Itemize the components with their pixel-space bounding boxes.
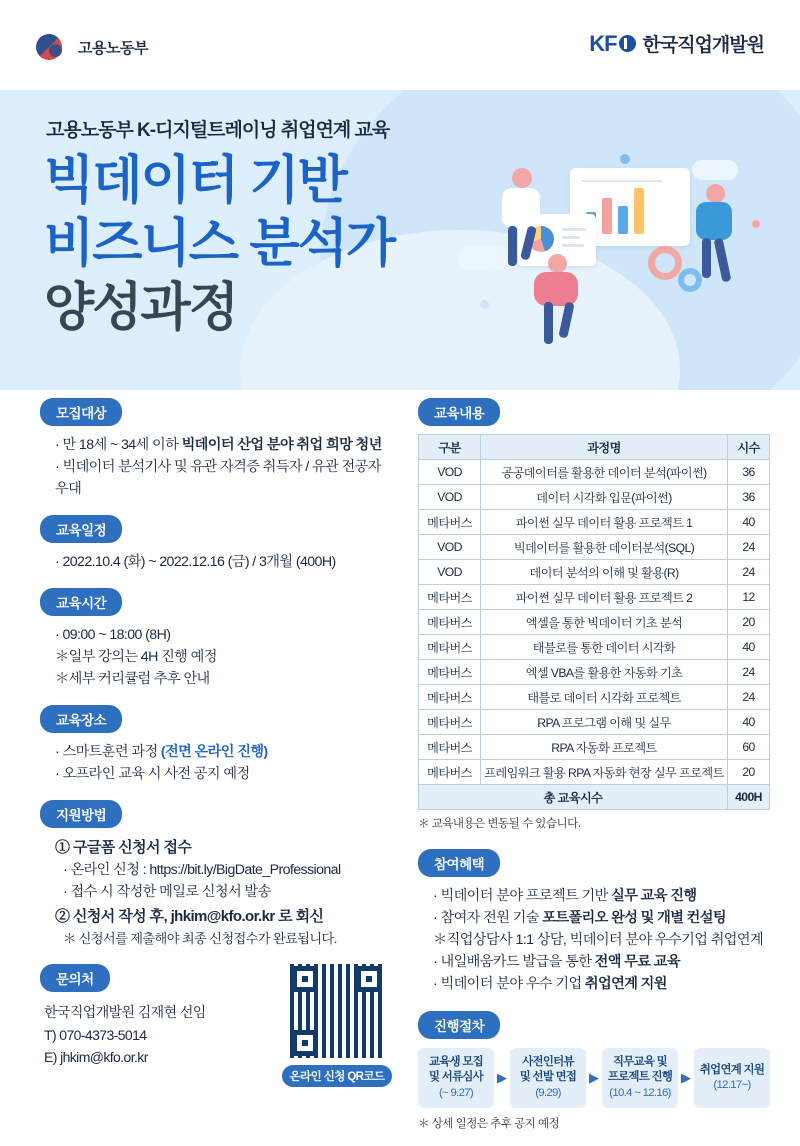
cell-hours: 20 xyxy=(728,610,770,635)
cell-name: 파이썬 실무 데이터 활용 프로젝트 2 xyxy=(481,585,728,610)
table-row xyxy=(419,685,770,710)
apply-step-2-label: ② 신청서 작성 후, jhkim@kfo.or.kr 로 회신 xyxy=(55,908,324,926)
table-row xyxy=(419,760,770,785)
section-target xyxy=(40,398,385,500)
ministry-logo xyxy=(36,30,148,64)
section-tag-target: 모집대상 xyxy=(40,398,122,426)
list-item: · 빅데이터 분석기사 및 유관 자격증 취득자 / 유관 전공자 우대 xyxy=(55,459,381,497)
cell-name: 프레임워크 활용 RPA 자동화 현장 실무 프로젝트 xyxy=(481,760,728,785)
section-tag-place: 교육장소 xyxy=(40,705,122,733)
process-step xyxy=(510,1048,586,1108)
cell-hours: 40 xyxy=(728,635,770,660)
process-step-title: 프로젝트 진행 xyxy=(607,1071,673,1084)
cell-type: 메타버스 xyxy=(419,760,481,785)
curriculum-table xyxy=(418,434,770,810)
table-row xyxy=(419,560,770,585)
cell-name: RPA 자동화 프로젝트 xyxy=(481,735,728,760)
process-note: ＊ 상세 일정은 추후 공지 예정 xyxy=(418,1118,560,1131)
process-steps xyxy=(418,1048,770,1108)
cell-type: 메타버스 xyxy=(419,685,481,710)
title-line-1: 빅데이터 기반 xyxy=(44,152,346,210)
hero-illustration xyxy=(452,150,782,380)
cell-name: 데이터 시각화 입문(파이썬) xyxy=(481,485,728,510)
col-header-name: 과정명 xyxy=(481,435,728,460)
cell-hours: 36 xyxy=(728,485,770,510)
section-benefits xyxy=(418,849,770,995)
cloud-icon-2 xyxy=(692,160,738,180)
cell-hours: 24 xyxy=(728,560,770,585)
cell-hours: 24 xyxy=(728,660,770,685)
decor-dot-3 xyxy=(480,300,489,309)
cell-type: 메타버스 xyxy=(419,660,481,685)
process-step-title: 및 서류심사 xyxy=(429,1071,483,1084)
list-item: · 빅데이터 분야 프로젝트 기반 실무 교육 진행 xyxy=(433,888,697,904)
apply-caution: ＊ 신청서를 제출해야 최종 신청접수가 완료됩니다. xyxy=(63,930,337,946)
cell-name: 빅데이터를 활용한 데이터분석(SQL) xyxy=(481,535,728,560)
col-header-type: 구분 xyxy=(419,435,481,460)
cell-type: VOD xyxy=(419,560,481,585)
cell-name: 엑셀을 통한 빅데이터 기초 분석 xyxy=(481,610,728,635)
section-schedule xyxy=(40,515,385,573)
arrow-right-icon: ▶ xyxy=(589,1070,599,1086)
cell-type: 메타버스 xyxy=(419,710,481,735)
process-step-title: 직무교육 및 xyxy=(613,1056,667,1068)
list-item: · 만 18세 ~ 34세 이하 빅데이터 산업 분야 취업 희망 청년 xyxy=(55,437,382,453)
title-line-2: 비즈니스 분석가 xyxy=(44,215,395,274)
cell-type: VOD xyxy=(419,460,481,485)
gear-icon xyxy=(648,246,682,280)
process-step-title: 사전인터뷰 xyxy=(522,1056,574,1068)
kfo-name: 한국직업개발원 xyxy=(642,35,764,56)
cell-name: 태블로를 통한 데이터 시각화 xyxy=(481,635,728,660)
cell-type: 메타버스 xyxy=(419,735,481,760)
apply-step-1-label: ① 구글폼 신청서 접수 xyxy=(55,839,192,856)
ministry-label: 고용노동부 xyxy=(78,39,148,57)
section-time xyxy=(40,588,385,690)
section-place xyxy=(40,705,385,785)
contact-line-3: E) jhkim@kfo.or.kr xyxy=(44,1049,148,1066)
section-tag-apply: 지원방법 xyxy=(40,800,122,828)
table-row xyxy=(419,535,770,560)
cell-hours: 20 xyxy=(728,760,770,785)
cell-type: 메타버스 xyxy=(419,585,481,610)
process-step xyxy=(602,1048,678,1108)
table-row xyxy=(419,635,770,660)
section-tag-contact: 문의처 xyxy=(40,964,110,992)
table-row xyxy=(419,735,770,760)
cell-hours: 60 xyxy=(728,735,770,760)
cell-type: 메타버스 xyxy=(419,635,481,660)
top-header xyxy=(0,0,800,90)
poster-body xyxy=(0,398,800,1131)
process-step-date: (10.4 ~ 12.16) xyxy=(609,1086,671,1099)
section-tag-curriculum: 교육내용 xyxy=(418,398,500,426)
decor-dot-2 xyxy=(752,220,760,228)
kfo-mark-icon xyxy=(589,31,635,57)
list-item: ＊세부 커리큘럼 추후 안내 xyxy=(55,671,210,687)
hero-eyebrow: 고용노동부 K-디지털트레이닝 취업연계 교육 xyxy=(46,120,390,141)
cell-type: 메타버스 xyxy=(419,510,481,535)
section-tag-process: 진행절차 xyxy=(418,1011,500,1039)
title-line-3: 양성과정 xyxy=(44,278,237,337)
kfo-logo xyxy=(589,30,764,57)
taegeuk-icon xyxy=(36,30,70,64)
cell-name: 데이터 분석의 이해 및 활용(R) xyxy=(481,560,728,585)
process-step-title: 교육생 모집 xyxy=(429,1056,483,1068)
list-item: · 접수 시 작성한 메일로 신청서 발송 xyxy=(63,884,271,901)
list-item: · 오프라인 교육 시 사전 공지 예정 xyxy=(55,766,250,782)
cell-hours: 24 xyxy=(728,535,770,560)
cell-hours: 24 xyxy=(728,685,770,710)
process-step-date: (~ 9.27) xyxy=(439,1086,473,1099)
table-row xyxy=(419,510,770,535)
total-label: 총 교육시수 xyxy=(419,785,728,810)
section-curriculum xyxy=(418,398,770,831)
cell-name: 엑셀 VBA를 활용한 자동화 기초 xyxy=(481,660,728,685)
page-title xyxy=(44,150,394,340)
list-item: · 2022.10.4 (화) ~ 2022.12.16 (금) / 3개월 (400H) xyxy=(55,554,336,570)
section-tag-benefits: 참여혜택 xyxy=(418,849,500,877)
list-item: · 빅데이터 분야 우수 기업 취업연계 지원 xyxy=(433,976,667,992)
table-row xyxy=(419,585,770,610)
cell-type: 메타버스 xyxy=(419,610,481,635)
curriculum-table-body xyxy=(419,460,770,785)
list-item[interactable]: · 온라인 신청 : https://bit.ly/BigDate_Professional xyxy=(63,862,341,879)
table-row xyxy=(419,710,770,735)
list-item: · 스마트훈련 과정 (전면 온라인 진행) xyxy=(55,744,268,760)
contact-line-1: 한국직업개발원 김재현 선임 xyxy=(44,1003,206,1020)
cell-name: 태블로 데이터 시각화 프로젝트 xyxy=(481,685,728,710)
table-row xyxy=(419,460,770,485)
list-item: ＊직업상담사 1:1 상담, 빅데이터 분야 우수기업 취업연계 xyxy=(433,932,764,948)
process-step-date: (12.17~) xyxy=(713,1079,751,1092)
section-tag-schedule: 교육일정 xyxy=(40,515,122,543)
col-header-hours: 시수 xyxy=(728,435,770,460)
table-row xyxy=(419,660,770,685)
table-row xyxy=(419,485,770,510)
cell-hours: 36 xyxy=(728,460,770,485)
left-column xyxy=(40,398,385,1084)
qr-caption: 온라인 신청 QR코드 xyxy=(282,1065,393,1087)
section-tag-time: 교육시간 xyxy=(40,588,122,616)
qr-block[interactable] xyxy=(281,962,393,1087)
table-total-row xyxy=(419,785,770,810)
cell-hours: 40 xyxy=(728,710,770,735)
section-apply xyxy=(40,800,385,949)
cell-name: 공공데이터를 활용한 데이터 분석(파이썬) xyxy=(481,460,728,485)
decor-dot xyxy=(620,154,630,164)
gear-icon-2 xyxy=(678,268,702,292)
process-step-title: 취업연계 지원 xyxy=(699,1063,765,1076)
contact-line-2: T) 070-4373-5014 xyxy=(44,1026,147,1043)
list-item: ＊일부 강의는 4H 진행 예정 xyxy=(55,649,217,665)
right-column xyxy=(418,398,770,1146)
cell-type: VOD xyxy=(419,535,481,560)
hero-banner xyxy=(0,90,800,390)
cell-name: RPA 프로그램 이해 및 실무 xyxy=(481,710,728,735)
section-process xyxy=(418,1011,770,1131)
qr-code-icon[interactable] xyxy=(288,962,386,1060)
table-row xyxy=(419,610,770,635)
process-step-date: (9.29) xyxy=(535,1086,561,1099)
list-item: · 09:00 ~ 18:00 (8H) xyxy=(55,627,171,643)
list-item: · 참여자 전원 기술 포트폴리오 완성 및 개별 컨설팅 xyxy=(433,910,726,926)
cell-hours: 40 xyxy=(728,510,770,535)
process-step xyxy=(418,1048,494,1108)
kfo-mark-text: KF xyxy=(589,30,617,56)
section-contact xyxy=(40,964,385,1083)
arrow-right-icon: ▶ xyxy=(497,1070,507,1086)
curriculum-note: ＊ 교육내용은 변동될 수 있습니다. xyxy=(418,818,581,830)
cell-hours: 12 xyxy=(728,585,770,610)
process-step xyxy=(694,1048,770,1108)
cell-name: 파이썬 실무 데이터 활용 프로젝트 1 xyxy=(481,510,728,535)
process-step-title: 및 선발 면접 xyxy=(519,1071,577,1084)
list-item: · 내일배움카드 발급을 통한 전액 무료 교육 xyxy=(433,954,680,970)
table-header-row xyxy=(419,435,770,460)
cell-type: VOD xyxy=(419,485,481,510)
arrow-right-icon: ▶ xyxy=(681,1070,691,1086)
total-value: 400H xyxy=(728,785,770,810)
